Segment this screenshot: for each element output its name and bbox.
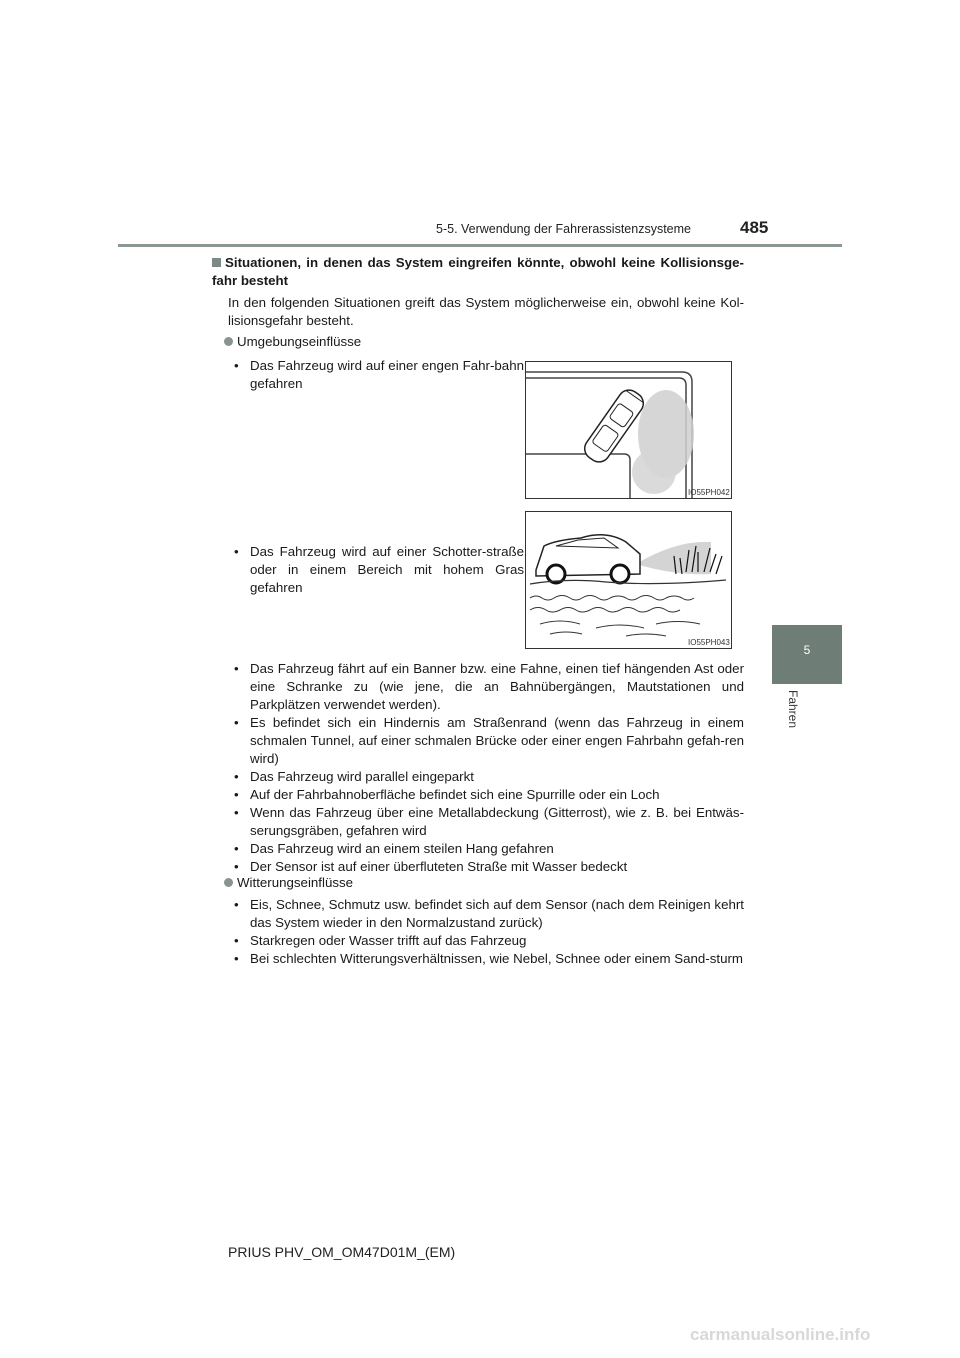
square-bullet-icon [212,258,221,267]
figure-code: IO55PH043 [688,638,730,647]
env-list [228,660,744,876]
list-item: • Starkregen oder Wasser trifft auf das Fahrzeug [228,932,744,950]
page-number: 485 [740,218,769,237]
list-item: • Es befindet sich ein Hindernis am Straßenrand (wenn das Fahrzeug in einem schmalen Tunnel, auf einer schmalen Brücke oder einer engen Fahrbahn gefah-ren wird) [228,714,744,768]
section-heading-text: Situationen, in denen das System eingreifen könnte, obwohl keine Kollisionsge-fahr besteht [212,255,744,288]
list-item: • Wenn das Fahrzeug über eine Metallabdeckung (Gitterrost), wie z. B. bei Entwäs-serungsgräben, gefahren wird [228,804,744,840]
watermark: carmanualsonline.info [690,1325,871,1344]
chapter-label: Fahren [786,690,800,729]
header-section-title: 5-5. Verwendung der Fahrerassistenzsysteme [436,222,691,236]
weather-title [224,874,353,892]
round-bullet-icon [224,337,233,346]
figure-code: IO55PH042 [688,488,730,497]
weather-title-text: Witterungseinflüsse [237,875,354,890]
round-bullet-icon [224,878,233,887]
figure-narrow-road [525,361,732,499]
list-item: • Eis, Schnee, Schmutz usw. befindet sich auf dem Sensor (nach dem Reinigen kehrt das System wieder in den Normalzustand zurück) [228,896,744,932]
header-rule [118,244,842,247]
gravel-road-illustration [526,512,731,648]
narrow-road-illustration [526,362,731,498]
list-item: • Das Fahrzeug fährt auf ein Banner bzw. eine Fahne, einen tief hängenden Ast oder eine Schranke zu (wie jene, die an Bahnübergängen, Mautstationen und Parkplätzen verwendet werden). [228,660,744,714]
list-item: • Bei schlechten Witterungsverhältnissen, wie Nebel, Schnee oder einem Sand-sturm [228,950,744,968]
document-footer: PRIUS PHV_OM_OM47D01M_(EM) [228,1244,456,1260]
weather-list [228,896,744,968]
chapter-number: 5 [803,643,811,657]
chapter-tab [772,625,842,684]
section-intro: In den folgenden Situationen greift das System möglicherweise ein, obwohl keine Kol-lisionsgefahr besteht. [228,295,744,328]
list-item: • Auf der Fahrbahnoberfläche befindet sich eine Spurrille oder ein Loch [228,786,744,804]
list-item: • Das Fahrzeug wird parallel eingeparkt [228,768,744,786]
list-item: • Das Fahrzeug wird an einem steilen Hang gefahren [228,840,744,858]
list-item: • Das Fahrzeug wird auf einer engen Fahr-bahn gefahren [228,357,524,393]
section-heading [212,254,744,290]
env-title-text: Umgebungseinflüsse [237,334,362,349]
list-item: • Der Sensor ist auf einer überfluteten Straße mit Wasser bedeckt [228,858,744,876]
figure-gravel-road [525,511,732,649]
env-title [224,333,361,351]
list-item: • Das Fahrzeug wird auf einer Schotter-straße oder in einem Bereich mit hohem Gras gefahren [228,543,524,597]
